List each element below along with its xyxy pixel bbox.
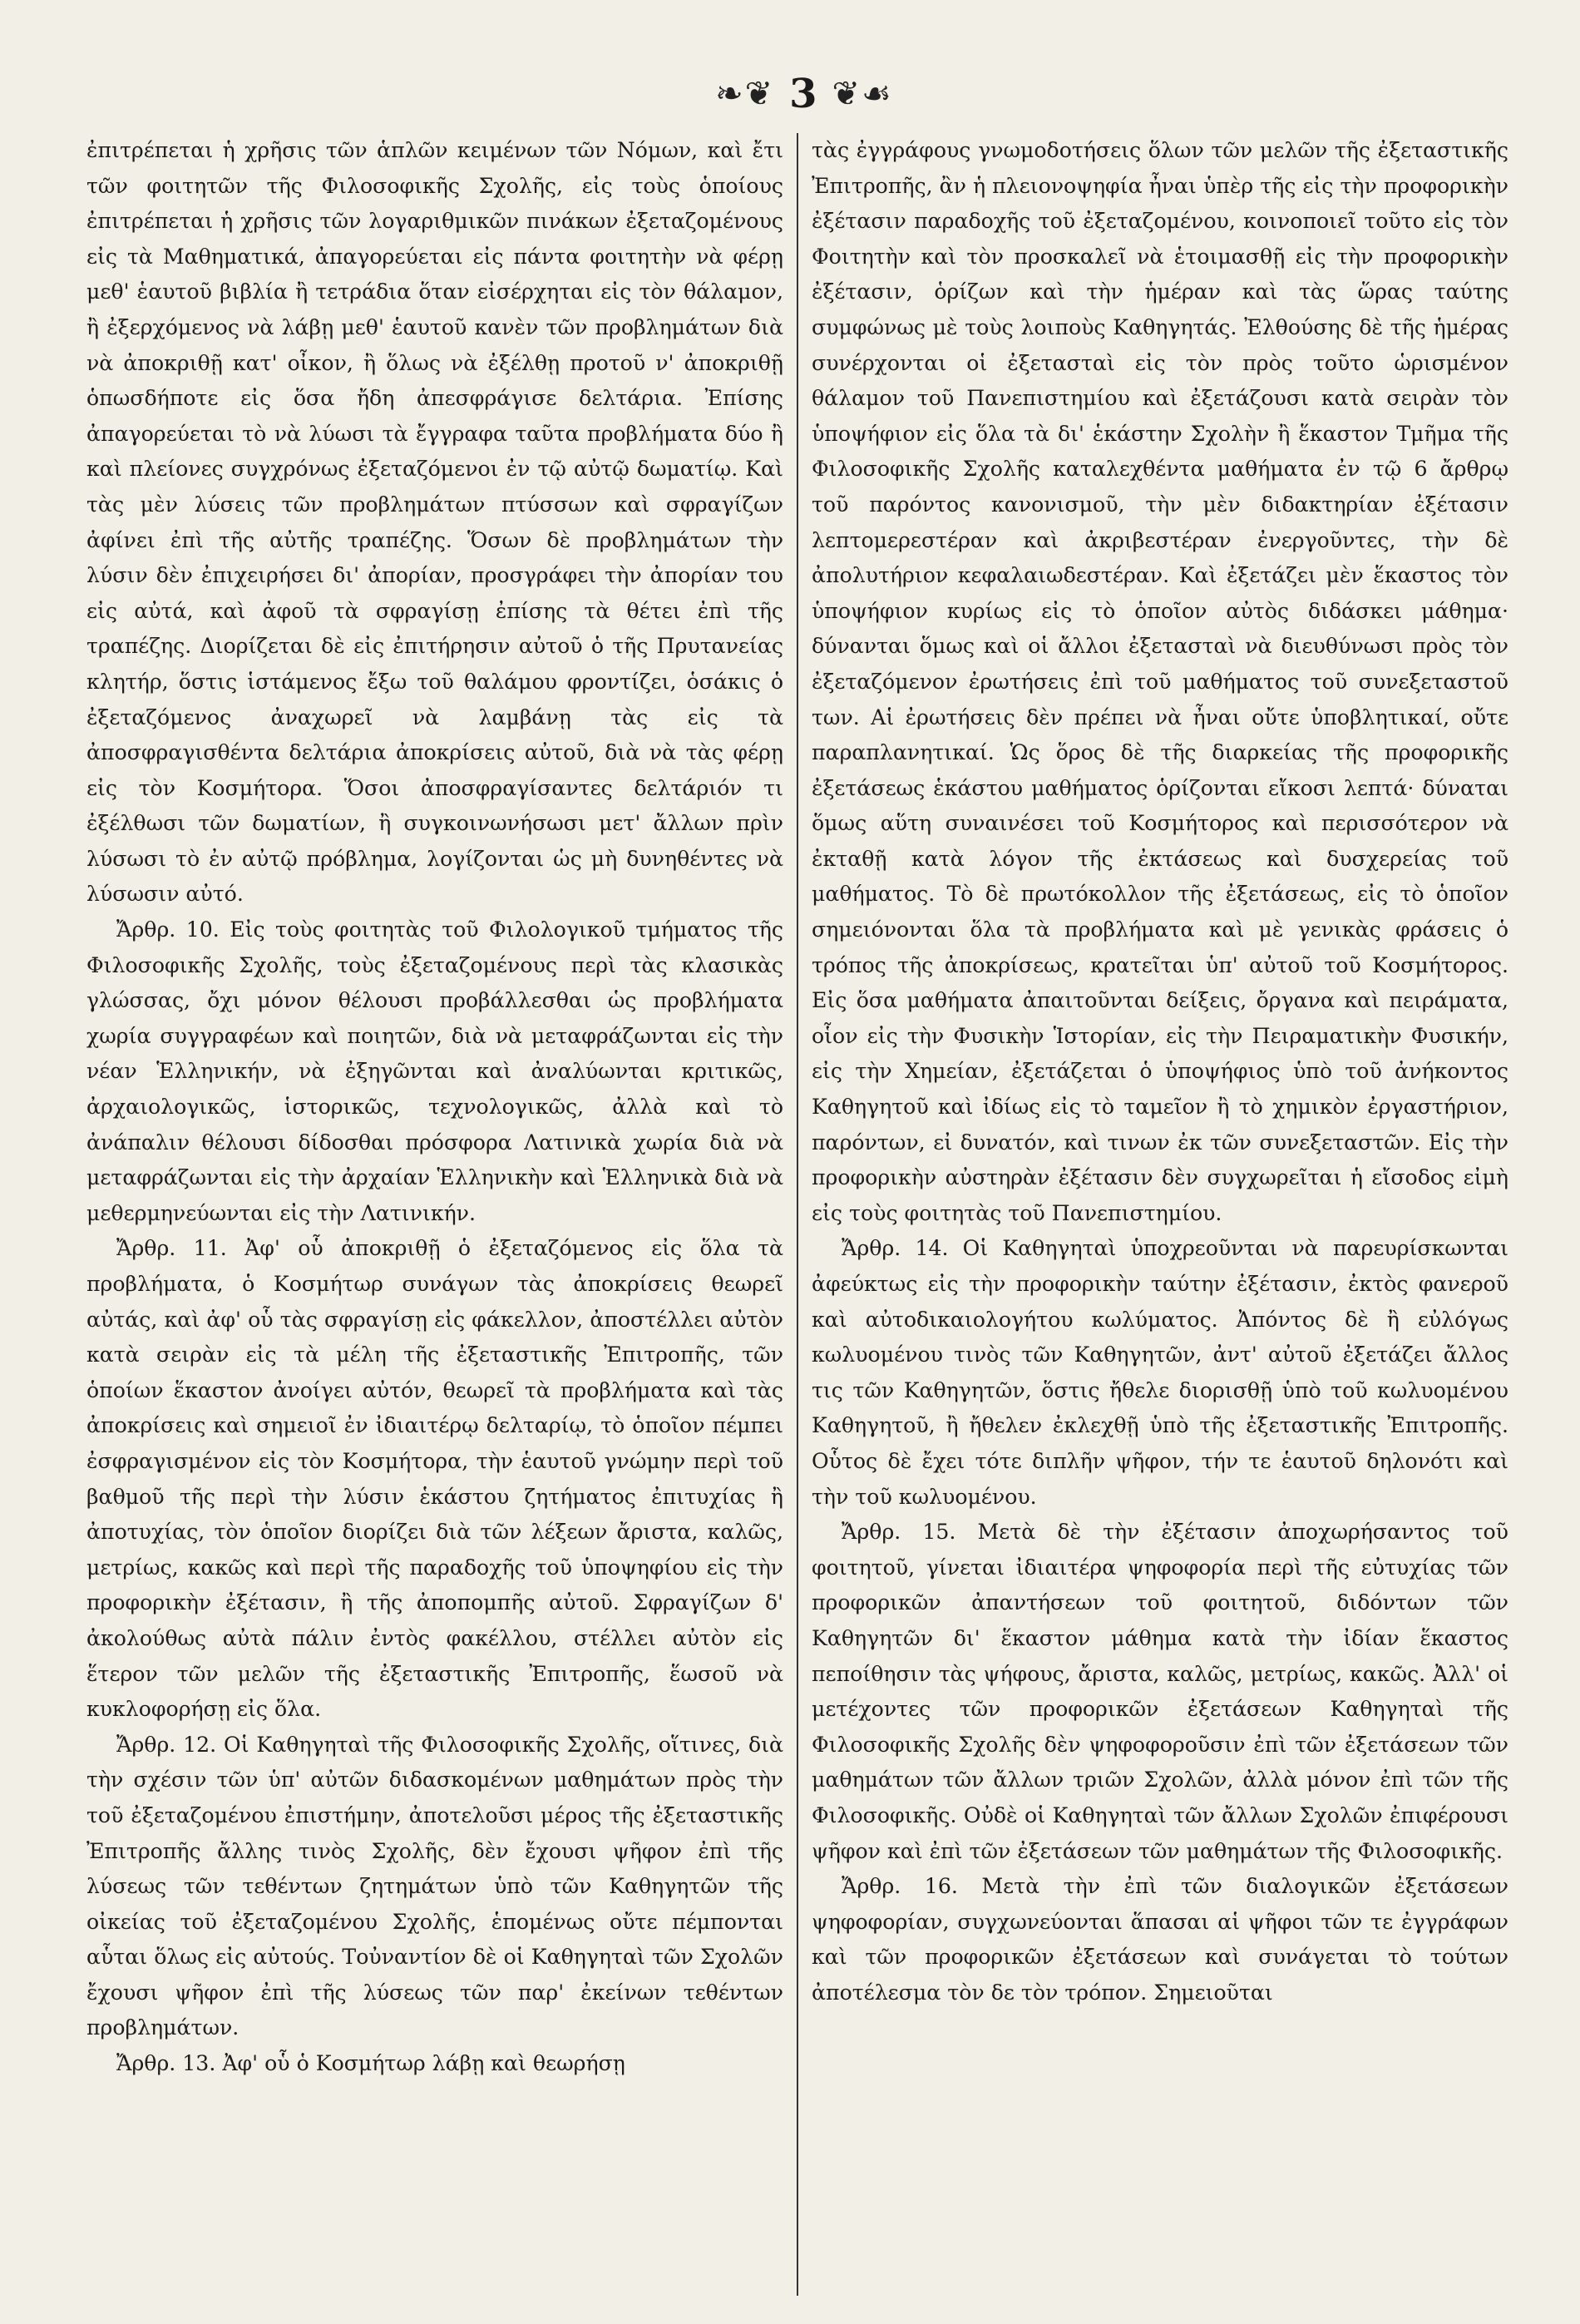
page-number: 3 <box>789 71 817 117</box>
article-13-start: Ἄρθρ. 13. Ἀφ' οὗ ὁ Κοσμήτωρ λάβῃ καὶ θεωρήσῃ <box>116 2051 625 2076</box>
ornament-right-icon: ❦☙ <box>832 75 893 113</box>
article-11: Ἄρθρ. 11. Ἀφ' οὗ ἀποκριθῇ ὁ ἐξεταζόμενος εἰς ὅλα τὰ προβλήματα, ὁ Κοσμήτωρ συνάγων τὰς ἀποκρίσεις θεωρεῖ αὐτάς, καὶ ἀφ' οὗ τὰς σφραγίσῃ εἰς φάκελλον, ἀποστέλλει αὐτὸν κατὰ σειρὰν εἰς τὰ μέλη τῆς ἐξεταστικῆς Ἐπιτροπῆς, τῶν ὁποίων ἕκαστον ἀνοίγει αὐτόν, θεωρεῖ τὰ προβλήματα καὶ τὰς ἀποκρίσεις καὶ σημειοῖ ἐν ἰδιαιτέρῳ δελταρίῳ, τὸ ὁποῖον πέμπει ἐσφραγισμένον εἰς τὸν Κοσμήτορα, τὴν ἑαυτοῦ γνώμην περὶ τοῦ βαθμοῦ τῆς περὶ τὴν λύσιν ἑκάστου ζητήματος ἐπιτυχίας ἢ ἀποτυχίας, τὸν ὁποῖον διορίζει διὰ τῶν λέξεων ἄριστα, καλῶς, μετρίως, κακῶς καὶ περὶ τῆς παραδοχῆς τοῦ ὑποψηφίου εἰς τὴν προφορικὴν ἐξέτασιν, ἢ τῆς ἀποπομπῆς αὐτοῦ. Σφραγίζων δ' ἀκολούθως αὐτὰ πάλιν ἐντὸς φακέλλου, στέλλει αὐτὸν εἰς ἕτερον τῶν μελῶν τῆς ἐξεταστικῆς Ἐπιτροπῆς, ἕωσοῦ νὰ κυκλοφορήσῃ εἰς ὅλα. <box>86 1236 783 1722</box>
article-14: Ἄρθρ. 14. Οἱ Καθηγηταὶ ὑποχρεοῦνται νὰ παρευρίσκωνται ἀφεύκτως εἰς τὴν προφορικὴν ταύτην ἐξέτασιν, ἐκτὸς φανεροῦ καὶ αὐτοδικαιολογήτου κωλύματος. Ἀπόντος δὲ ἢ εὐλόγως κωλυομένου τινὸς τῶν Καθηγητῶν, ἀντ' αὐτοῦ ἐξετάζει ἄλλος τις τῶν Καθηγητῶν, ὅστις ἤθελε διορισθῇ ὑπὸ τοῦ κωλυομένου Καθηγητοῦ, ἢ ἤθελεν ἐκλεχθῇ ὑπὸ τῆς ἐξεταστικῆς Ἐπιτροπῆς. Οὗτος δὲ ἔχει τότε διπλῆν ψῆφον, τήν τε ἑαυτοῦ δηλονότι καὶ τὴν τοῦ κωλυομένου. <box>812 1236 1508 1509</box>
column-divider <box>797 133 798 2296</box>
left-column <box>86 133 795 2296</box>
article-10: Ἄρθρ. 10. Εἰς τοὺς φοιτητὰς τοῦ Φιλολογικοῦ τμήματος τῆς Φιλοσοφικῆς Σχολῆς, τοὺς ἐξεταζομένους περὶ τὰς κλασικὰς γλώσσας, ὄχι μόνον θέλουσι προβάλλεσθαι ὡς προβλήματα χωρία συγγραφέων καὶ ποιητῶν, διὰ νὰ μεταφράζωνται εἰς τὴν νέαν Ἑλληνικήν, νὰ ἐξηγῶνται καὶ ἀναλύωνται κριτικῶς, ἀρχαιολογικῶς, ἱστορικῶς, τεχνολογικῶς, ἀλλὰ καὶ τὸ ἀνάπαλιν θέλουσι δίδοσθαι πρόσφορα Λατινικὰ χωρία διὰ νὰ μεταφράζωνται εἰς τὴν ἀρχαίαν Ἑλληνικὴν καὶ Ἑλληνικὰ διὰ νὰ μεθερμηνεύωνται εἰς τὴν Λατινικήν. <box>86 917 783 1225</box>
article-16: Ἄρθρ. 16. Μετὰ τὴν ἐπὶ τῶν διαλογικῶν ἐξετάσεων ψηφοφορίαν, συγχωνεύονται ἅπασαι αἱ ψῆφοι τῶν τε ἐγγράφων καὶ τῶν προφορικῶν ἐξετάσεων καὶ συνάγεται τὸ τούτων ἀποτέλεσμα τὸν δε τὸν τρόπον. Σημειοῦται <box>812 1874 1508 2005</box>
article-13-continuation: τὰς ἐγγράφους γνωμοδοτήσεις ὅλων τῶν μελῶν τῆς ἐξεταστικῆς Ἐπιτροπῆς, ἂν ἡ πλειονοψηφία ἦναι ὑπὲρ τῆς εἰς τὴν προφορικὴν ἐξέτασιν παραδοχῆς τοῦ ἐξεταζομένου, κοινοποιεῖ τοῦτο εἰς τὸν Φοιτητὴν καὶ τὸν προσκαλεῖ νὰ ἑτοιμασθῇ εἰς τὴν προφορικὴν ἐξέτασιν, ὁρίζων καὶ τὴν ἡμέραν καὶ τὰς ὥρας ταύτης συμφώνως μὲ τοὺς λοιποὺς Καθηγητάς. Ἐλθούσης δὲ τῆς ἡμέρας συνέρχονται οἱ ἐξετασταὶ εἰς τὸν πρὸς τοῦτο ὡρισμένον θάλαμον τοῦ Πανεπιστημίου καὶ ἐξετάζουσι κατὰ σειρὰν τὸν ὑποψήφιον εἰς ὅλα τὰ δι' ἑκάστην Σχολὴν ἢ ἕκαστον Τμῆμα τῆς Φιλοσοφικῆς Σχολῆς καταλεχθέντα μαθήματα ἐν τῷ 6 ἄρθρῳ τοῦ παρόντος κανονισμοῦ, τὴν μὲν διδακτηρίαν ἐξέτασιν λεπτομερεστέραν καὶ ἀκριβεστέραν ἐνεργοῦντες, τὴν δὲ ἀπολυτήριον κεφαλαιωδεστέραν. Καὶ ἐξετάζει μὲν ἕκαστος τὸν ὑποψήφιον κυρίως εἰς τὸ ὁποῖον αὐτὸς διδάσκει μάθημα· δύνανται ὅμως καὶ οἱ ἄλλοι ἐξετασταὶ νὰ διευθύνωσι πρὸς τὸν ἐξεταζόμενον ἐρωτήσεις ἐπὶ τοῦ μαθήματος τοῦ συνεξεταστοῦ των. Αἱ ἐρωτήσεις δὲν πρέπει νὰ ἦναι οὔτε ὑποβλητικαί, οὔτε παραπλανητικαί. Ὡς ὅρος δὲ τῆς διαρκείας τῆς προφορικῆς ἐξετάσεως ἑκάστου μαθήματος ὁρίζονται εἴκοσι λεπτά· δύναται ὅμως αὕτη συναινέσει τοῦ Κοσμήτορος καὶ περισσότερον νὰ ἐκταθῇ κατὰ λόγον τῆς ἐκτάσεως καὶ δυσχερείας τοῦ μαθήματος. Τὸ δὲ πρωτόκολλον τῆς ἐξετάσεως, εἰς τὸ ὁποῖον σημειόνονται ὅλα τὰ προβλήματα καὶ μὲ γενικὰς φράσεις ὁ τρόπος τῆς ἀποκρίσεως, κρατεῖται ὑπ' αὐτοῦ τοῦ Κοσμήτορος. Εἰς ὅσα μαθήματα ἀπαιτοῦνται δείξεις, ὄργανα καὶ πειράματα, οἷον εἰς τὴν Φυσικὴν Ἱστορίαν, εἰς τὴν Πειραματικὴν Φυσικήν, εἰς τὴν Χημείαν, ἐξετάζεται ὁ ὑποψήφιος ὑπὸ τοῦ ἀνήκοντος Καθηγητοῦ καὶ ἰδίως εἰς τὸ ταμεῖον ἢ τὸ χημικὸν ἐργαστήριον, παρόντων, εἰ δυνατόν, καὶ τινων ἐκ τῶν συνεξεταστῶν. Εἰς τὴν προφορικὴν αὐστηρὰν ἐξέτασιν δὲν συγχωρεῖται ἡ εἴσοδος εἰμὴ εἰς τοὺς φοιτητὰς τοῦ Πανεπιστημίου. <box>812 138 1508 1225</box>
page-header <box>86 65 1522 123</box>
article-12: Ἄρθρ. 12. Οἱ Καθηγηταὶ τῆς Φιλοσοφικῆς Σχολῆς, οἵτινες, διὰ τὴν σχέσιν τῶν ὑπ' αὐτῶν διδασκομένων μαθημάτων πρὸς τὴν τοῦ ἐξεταζομένου ἐπιστήμην, ἀποτελοῦσι μέρος τῆς ἐξεταστικῆς Ἐπιτροπῆς ἄλλης τινὸς Σχολῆς, δὲν ἔχουσι ψῆφον ἐπὶ τῆς λύσεως τῶν τεθέντων ζητημάτων ὑπὸ τῶν Καθηγητῶν τῆς οἰκείας τοῦ ἐξεταζομένου Σχολῆς, ἑπομένως οὔτε πέμπονται αὗται ὅλως εἰς αὐτούς. Τοὐναντίον δὲ οἱ Καθηγηταὶ τῶν Σχολῶν ἔχουσι ψῆφον ἐπὶ τῆς λύσεως τῶν παρ' ἐκείνων τεθέντων προβλημάτων. <box>86 1732 783 2040</box>
paragraph-continuation: ἐπιτρέπεται ἡ χρῆσις τῶν ἁπλῶν κειμένων τῶν Νόμων, καὶ ἔτι τῶν φοιτητῶν τῆς Φιλοσοφικῆς Σχολῆς, εἰς τοὺς ὁποίους ἐπιτρέπεται ἡ χρῆσις τῶν λογαριθμικῶν πινάκων ἐξεταζομένους εἰς τὰ Μαθηματικά, ἀπαγορεύεται εἰς πάντα φοιτητὴν νὰ φέρῃ μεθ' ἑαυτοῦ βιβλία ἢ τετράδια ὅταν εἰσέρχηται εἰς τὸν θάλαμον, ἢ ἐξερχόμενος νὰ λάβῃ μεθ' ἑαυτοῦ κανὲν τῶν προβλημάτων διὰ νὰ ἀποκριθῇ κατ' οἶκον, ἢ ὅλως νὰ ἐξέλθῃ προτοῦ ν' ἀποκριθῇ ὁπωσδήποτε εἰς ὅσα ἤδη ἀπεσφράγισε δελτάρια. Ἐπίσης ἀπαγορεύεται τὸ νὰ λύωσι τὰ ἔγγραφα ταῦτα προβλήματα δύο ἢ καὶ πλείονες συγχρόνως ἐξεταζόμενοι ἐν τῷ αὐτῷ δωματίῳ. Καὶ τὰς μὲν λύσεις τῶν προβλημάτων πτύσσων καὶ σφραγίζων ἀφίνει ἐπὶ τῆς αὐτῆς τραπέζης. Ὅσων δὲ προβλημάτων τὴν λύσιν δὲν ἐπιχειρήσει δι' ἀπορίαν, προσγράφει τὴν ἀπορίαν του εἰς αὐτά, καὶ ἀφοῦ τὰ σφραγίσῃ ἐπίσης τὰ θέτει ἐπὶ τῆς τραπέζης. Διορίζεται δὲ εἰς ἐπιτήρησιν αὐτοῦ ὁ τῆς Πρυτανείας κλητήρ, ὅστις ἱστάμενος ἔξω τοῦ θαλάμου φροντίζει, ὁσάκις ὁ ἐξεταζόμενος ἀναχωρεῖ νὰ λαμβάνῃ τὰς εἰς τὰ ἀποσφραγισθέντα δελτάρια ἀποκρίσεις αὐτοῦ, διὰ νὰ τὰς φέρῃ εἰς τὸν Κοσμήτορα. Ὅσοι ἀποσφραγίσαντες δελτάριόν τι ἐξέλθωσι τῶν δωματίων, ἢ συγκοινωνήσωσι μετ' ἄλλων πρὶν λύσωσι τὸ ἐν αὐτῷ πρόβλημα, λογίζονται ὡς μὴ δυνηθέντες νὰ λύσωσιν αὐτό. <box>86 138 783 907</box>
ornament-left-icon: ❧❦ <box>715 75 775 113</box>
article-15: Ἄρθρ. 15. Μετὰ δὲ τὴν ἐξέτασιν ἀποχωρήσαντος τοῦ φοιτητοῦ, γίνεται ἰδιαιτέρα ψηφοφορία περὶ τῆς εὐτυχίας τῶν προφορικῶν ἀπαντήσεων τοῦ φοιτητοῦ, διδόντων τῶν Καθηγητῶν δι' ἕκαστον μάθημα κατὰ τὴν ἰδίαν ἕκαστος πεποίθησιν τὰς ψήφους, ἄριστα, καλῶς, μετρίως, κακῶς. Ἀλλ' οἱ μετέχοντες τῶν προφορικῶν ἐξετάσεων Καθηγηταὶ τῆς Φιλοσοφικῆς Σχολῆς δὲν ψηφοφοροῦσιν ἐπὶ τῶν ἐξετάσεων τῶν μαθημάτων τῶν ἄλλων τριῶν Σχολῶν, ἀλλὰ μόνον ἐπὶ τῶν τῆς Φιλοσοφικῆς. Οὐδὲ οἱ Καθηγηταὶ τῶν ἄλλων Σχολῶν ἐπιφέρουσι ψῆφον καὶ ἐπὶ τῶν ἐξετάσεων τῶν μαθημάτων τῆς Φιλοσοφικῆς. <box>812 1520 1508 1863</box>
right-column <box>800 133 1508 2296</box>
two-column-body <box>86 133 1522 2296</box>
